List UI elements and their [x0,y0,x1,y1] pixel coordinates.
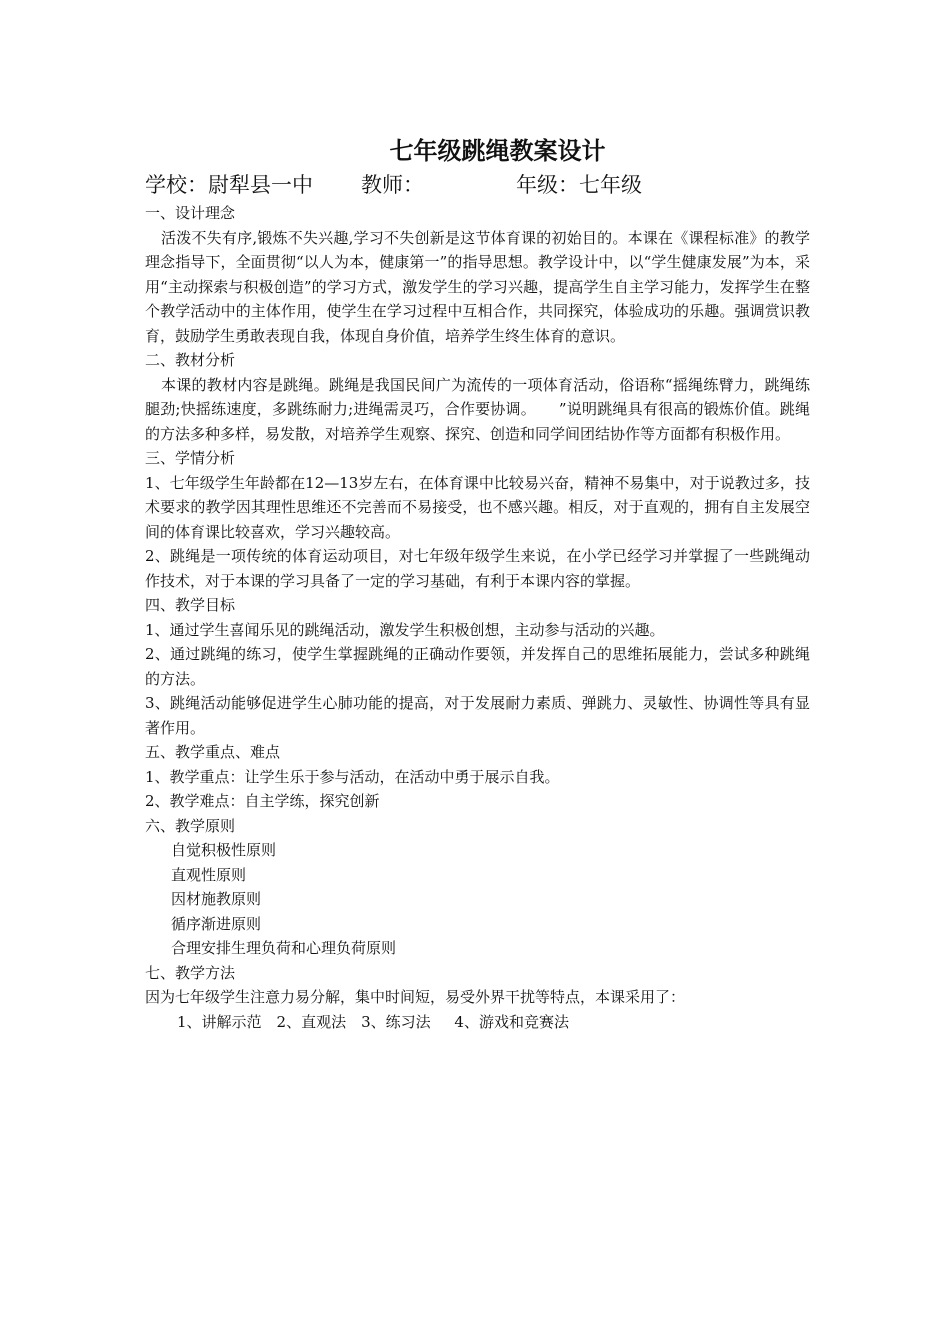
teaching-methods-list: 1、讲解示范 2、直观法 3、练习法 4、游戏和竞赛法 [177,1012,569,1031]
student-analysis-item: 2、跳绳是一项传统的体育运动项目，对七年级年级学生来说，在小学已经学习并掌握了一些跳绳动作技术，对于本课的学习具备了一定的学习基础，有利于本课内容的掌握。 [145,547,810,590]
section-heading-key-points: 五、教学重点、难点 [145,743,281,761]
section-heading-student-analysis: 三、学情分析 [145,449,236,467]
key-point-item: 2、教学难点：自主学练，探究创新 [145,792,380,810]
section-heading-teaching-methods: 七、教学方法 [145,963,236,982]
section-heading-teaching-principles: 六、教学原则 [145,816,236,835]
principle-item: 直观性原则 [171,865,247,884]
section-heading-design-concept: 一、设计理念 [145,204,236,222]
grade-field: 年级：七年级 [516,173,642,197]
section-heading-teaching-goals: 四、教学目标 [145,596,236,614]
info-line [145,169,810,201]
document-title: 七年级跳绳教案设计 [389,136,606,165]
teaching-goal-item: 2、通过跳绳的练习，使学生掌握跳绳的正确动作要领，并发挥自己的思维拓展能力，尝试多种跳绳的方法。 [145,645,810,688]
principle-item: 循序渐进原则 [171,914,262,933]
teaching-goal-item: 3、跳绳活动能够促进学生心肺功能的提高，对于发展耐力素质、弹跳力、灵敏性、协调性等具有显著作用。 [145,694,810,737]
section-heading-material-analysis: 二、教材分析 [145,351,236,369]
student-analysis-item: 1、七年级学生年龄都在12—13岁左右，在体育课中比较易兴奋，精神不易集中，对于说教过多，技术要求的教学因其理性思维还不完善而不易接受，也不感兴趣。相反，对于直观的，拥有自主发展空间的体育课比较喜欢，学习兴趣较高。 [145,473,810,541]
material-analysis-paragraph: 本课的教材内容是跳绳。跳绳是我国民间广为流传的一项体育活动，俗语称“摇绳练臂力，跳绳练腿劲;快摇练速度，多跳练耐力;进绳需灵巧，合作要协调。 ”说明跳绳具有很高的锻炼价值。跳绳的方法多种多样，易发散，对培养学生观察、探究、创造和同学间团结协作等方面都有积极作用。 [145,375,810,443]
principle-item: 因材施教原则 [171,890,262,908]
key-point-item: 1、教学重点：让学生乐于参与活动，在活动中勇于展示自我。 [145,767,560,786]
teaching-methods-intro: 因为七年级学生注意力易分解，集中时间短，易受外界干扰等特点，本课采用了： [145,988,686,1006]
teaching-goal-item: 1、通过学生喜闻乐见的跳绳活动，激发学生积极创想，主动参与活动的兴趣。 [145,620,665,639]
design-concept-paragraph: 活泼不失有序,锻炼不失兴趣,学习不失创新是这节体育课的初始目的。本课在《课程标准》的教学理念指导下，全面贯彻“以人为本，健康第一”的指导思想。教学设计中，以“学生健康发展”为本，采用“主动探索与积极创造”的学习方式，激发学生的学习兴趣，提高学生自主学习能力，发挥学生在整个教学活动中的主体作用，使学生在学习过程中互相合作，共同探究，体验成功的乐趣。强调赏识教育，鼓励学生勇敢表现自我，体现自身价值，培养学生终生体育的意识。 [145,228,810,345]
principle-item: 合理安排生理负荷和心理负荷原则 [171,939,397,957]
school-field: 学校：尉犁县一中 [145,173,313,197]
principle-item: 自觉积极性原则 [171,841,277,859]
teacher-field: 教师： [361,173,424,197]
document-body [145,133,810,1034]
